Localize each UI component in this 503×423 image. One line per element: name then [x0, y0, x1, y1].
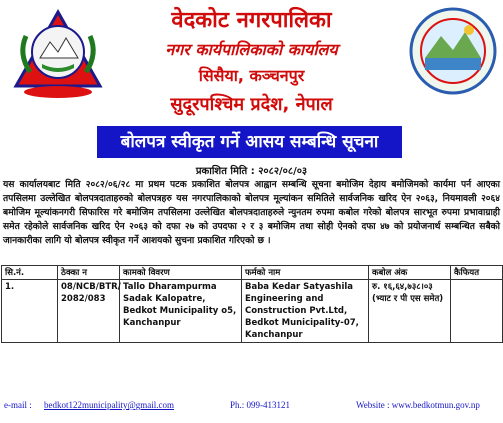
cell-work: Tallo Dharampurma Sadak Kalopatre, Bedkot Municipality o5, Kanchanpur [120, 280, 242, 343]
letterhead [0, 0, 503, 138]
email-label: e-mail : [4, 400, 32, 410]
cell-contract-no: 08/NCB/BTR/ 2082/083 [58, 280, 120, 343]
notice-body: यस कार्यालयबाट मिति २०८२/०६/२८ मा प्रथम पटक प्रकाशित बोलपत्र आह्वान सम्बन्धि सूचना बमोजिम देहाय बमोजिमको कार्यमा पर्न आएका तपसिलमा उल्लेखित बोलपत्रदाताहरुको बोलपत्रहरु यस नगरपालिकाको बोलपत्र मूल्यांकन समितिले सार्वजनिक खरिद ऐन २०६३, नियमावली २०६४ बमोजिम मूल्यांकनगरी सिफारिस गरे बमोजिम तपसिलमा उल्लेखित बोलपत्रदाताहरुले न्युनतम रुपमा कबोल गरेको बोलपत्र सारभूत रुपमा प्रभावाग्राही समेत रहेकोले सार्वजनिक खरिद ऐन २०६३ को दफा २७ को उपदफा २ र ३ बमोजिम तथा सोही ऐनको दफा ४७ को प्रयोजनार्थ सम्बन्धित सबैको जानकारीका लागि यो बोलपत्र स्वीकृत गर्ने आशयको सुचना प्रकाशित गरिएको छ । [3, 180, 500, 246]
col-header-contract: ठेक्का न [58, 266, 120, 280]
col-header-sn: सि.नं. [2, 266, 58, 280]
municipality-logo-icon [407, 6, 499, 96]
phone-number: Ph.: 099-413121 [230, 400, 291, 410]
col-header-remarks: कैफियत [451, 266, 503, 280]
province-name: सुदूरपश्चिम प्रदेश, नेपाल [170, 94, 333, 115]
office-name: नगर कार्यपालिकाको कार्यालय [165, 40, 338, 59]
cell-firm: Baba Kedar Satyashila Engineering and Construction Pvt.Ltd, Bedkot Municipality-07, Kanchanpur [242, 280, 369, 343]
notice-title-banner: बोलपत्र स्वीकृत गर्ने आसय सम्बन्धि सूचना [97, 126, 402, 158]
col-header-work: कामको विवरण [120, 266, 242, 280]
bid-table [1, 265, 503, 343]
published-date: प्रकाशित मिति : २०८२/०८/०३ [195, 166, 308, 177]
cell-amount: रु. १६,६४,७३८।०३ (भ्याट र पी एस समेत) [369, 280, 451, 343]
website-link[interactable]: Website : www.bedkotmun.gov.np [356, 400, 480, 410]
municipality-name: वेदकोट नगरपालिका [171, 8, 332, 33]
table-header-row [2, 266, 503, 280]
office-address: सिसैया, कञ्चनपुर [198, 66, 305, 85]
cell-sn: 1. [2, 280, 58, 343]
col-header-firm: फर्मको नाम [242, 266, 369, 280]
footer [0, 400, 503, 414]
email-link[interactable]: bedkot122municipality@gmail.com [44, 400, 175, 410]
cell-remarks [451, 280, 503, 343]
table-row [2, 280, 503, 343]
col-header-amount: कबोल अंक [369, 266, 451, 280]
